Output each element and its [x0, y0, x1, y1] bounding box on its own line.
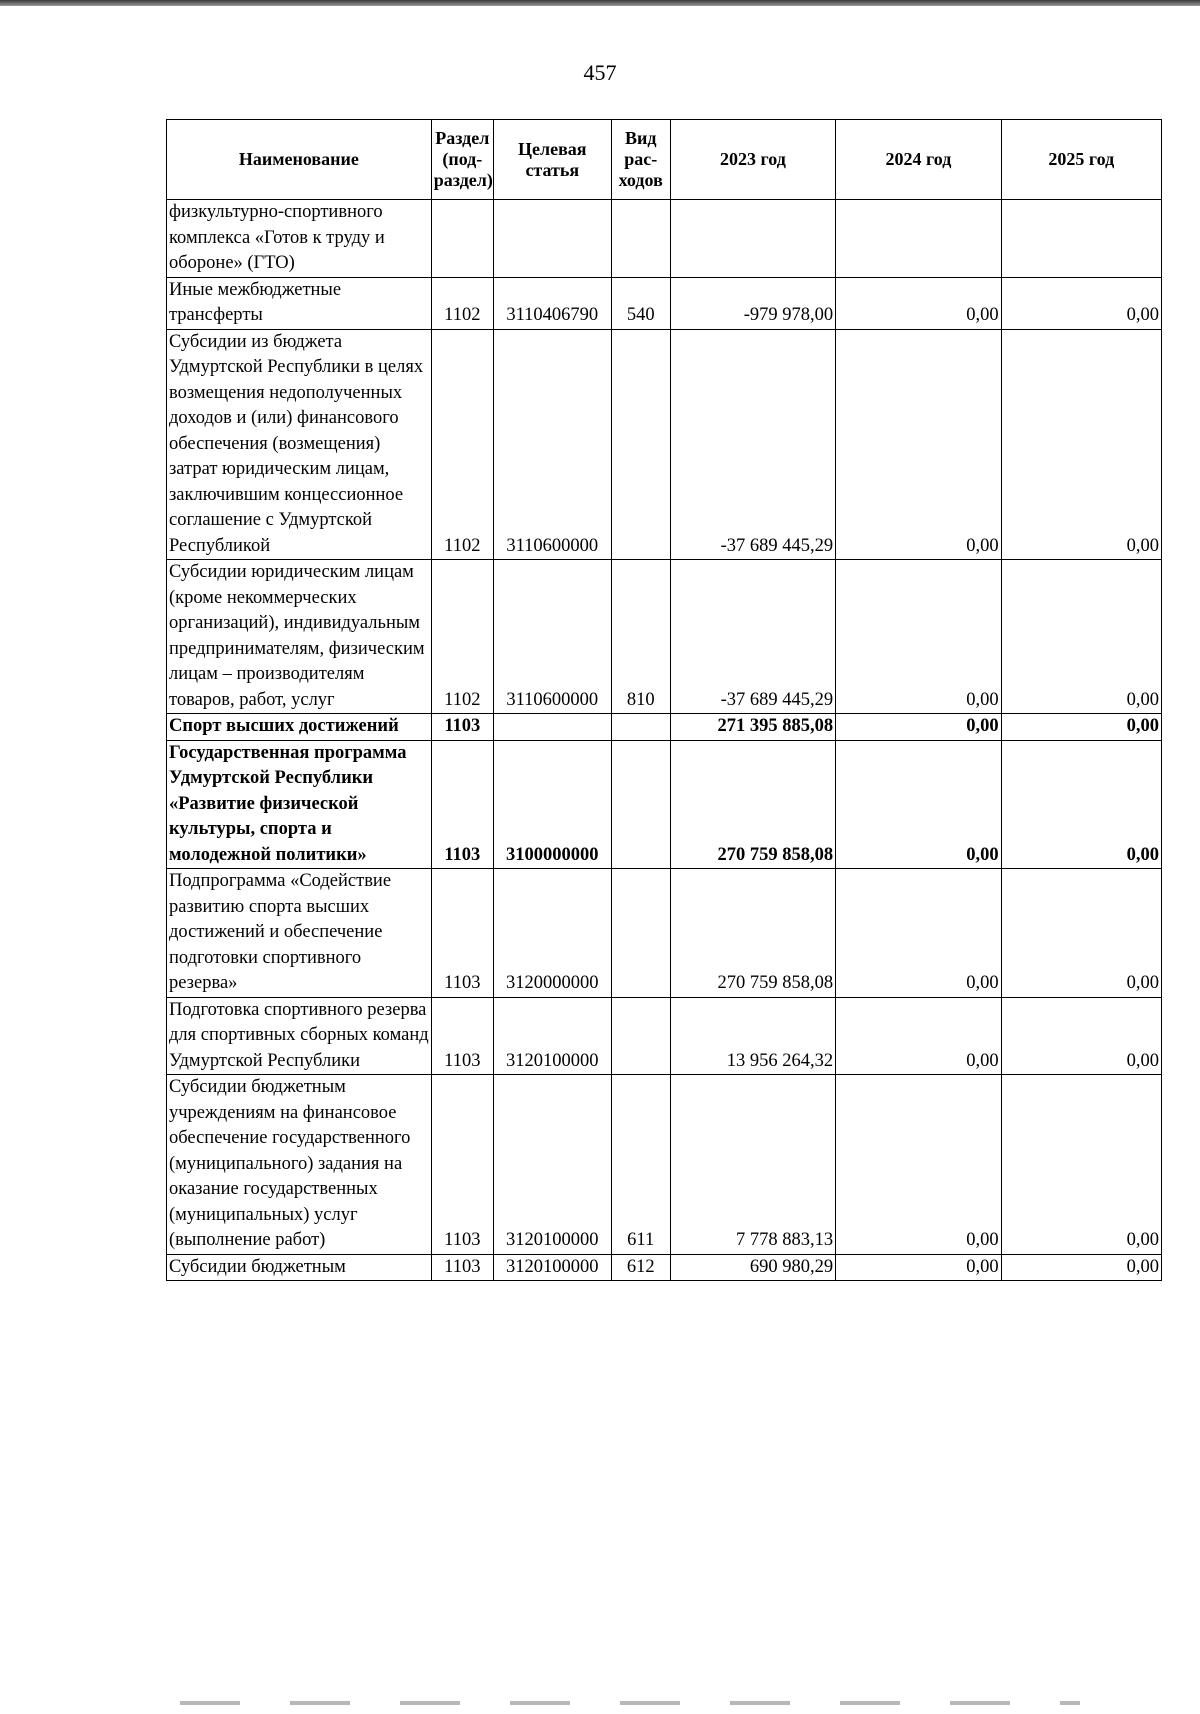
header-row — [167, 120, 1162, 200]
header-section: Раздел (под-раздел) — [431, 120, 493, 200]
cell-y2025: 0,00 — [1001, 1075, 1161, 1255]
budget-table — [166, 119, 1162, 1281]
cell-section: 1103 — [431, 1075, 493, 1255]
cell-target: 3100000000 — [493, 740, 611, 869]
cell-y2024: 0,00 — [836, 277, 1001, 329]
cell-y2024: 0,00 — [836, 997, 1001, 1075]
cell-kind: 540 — [611, 277, 670, 329]
cell-name: Субсидии бюджетным — [167, 1254, 432, 1281]
cell-y2025: 0,00 — [1001, 1254, 1161, 1281]
cell-target: 3120100000 — [493, 997, 611, 1075]
cell-y2023: 690 980,29 — [670, 1254, 835, 1281]
table-row — [167, 200, 1162, 278]
top-scan-edge — [0, 0, 1200, 6]
table-row — [167, 997, 1162, 1075]
cell-y2024: 0,00 — [836, 329, 1001, 560]
cell-y2025: 0,00 — [1001, 997, 1161, 1075]
cell-name: физкультурно-спортивного комплекса «Готов к труду и обороне» (ГТО) — [167, 200, 432, 278]
cell-kind: 611 — [611, 1075, 670, 1255]
cell-y2024: 0,00 — [836, 1075, 1001, 1255]
cell-section: 1102 — [431, 329, 493, 560]
cell-kind — [611, 200, 670, 278]
cell-target: 3110600000 — [493, 329, 611, 560]
table-row — [167, 1254, 1162, 1281]
cell-target — [493, 200, 611, 278]
cell-y2024: 0,00 — [836, 740, 1001, 869]
cell-target: 3110600000 — [493, 560, 611, 714]
cell-y2023: 270 759 858,08 — [670, 869, 835, 998]
cell-y2024 — [836, 200, 1001, 278]
table-row — [167, 1075, 1162, 1255]
header-2025: 2025 год — [1001, 120, 1161, 200]
cell-y2025: 0,00 — [1001, 277, 1161, 329]
cell-section: 1103 — [431, 997, 493, 1075]
cell-y2025: 0,00 — [1001, 329, 1161, 560]
header-name: Наименование — [167, 120, 432, 200]
cell-name: Субсидии бюджетным учреждениям на финансовое обеспечение государственного (муниципального) задания на оказание государственных (муниципальных) услуг (выполнение работ) — [167, 1075, 432, 1255]
cell-name: Субсидии из бюджета Удмуртской Республики в целях возмещения недополученных доходов и (или) финансового обеспечения (возмещения) затрат юридическим лицам, заключившим концессионное соглашение с Удмуртской Республикой — [167, 329, 432, 560]
cell-kind: 810 — [611, 560, 670, 714]
cell-section: 1102 — [431, 277, 493, 329]
cell-kind — [611, 714, 670, 741]
cell-section: 1103 — [431, 869, 493, 998]
cell-name: Подпрограмма «Содействие развитию спорта высших достижений и обеспечение подготовки спортивного резерва» — [167, 869, 432, 998]
cell-y2024: 0,00 — [836, 1254, 1001, 1281]
cell-y2023: -37 689 445,29 — [670, 560, 835, 714]
cell-y2025: 0,00 — [1001, 714, 1161, 741]
table-row — [167, 560, 1162, 714]
cell-kind: 612 — [611, 1254, 670, 1281]
cell-y2024: 0,00 — [836, 714, 1001, 741]
header-2024: 2024 год — [836, 120, 1001, 200]
cell-y2023 — [670, 200, 835, 278]
cell-target — [493, 714, 611, 741]
cell-y2023: 271 395 885,08 — [670, 714, 835, 741]
cell-y2025 — [1001, 200, 1161, 278]
header-target: Целевая статья — [493, 120, 611, 200]
table-row — [167, 277, 1162, 329]
table-row — [167, 869, 1162, 998]
cell-target: 3120000000 — [493, 869, 611, 998]
bottom-scan-edge — [180, 1701, 1080, 1705]
cell-kind — [611, 329, 670, 560]
cell-target: 3120100000 — [493, 1075, 611, 1255]
table-row — [167, 714, 1162, 741]
cell-y2023: 270 759 858,08 — [670, 740, 835, 869]
cell-name: Подготовка спортивного резерва для спортивных сборных команд Удмуртской Республики — [167, 997, 432, 1075]
cell-target: 3110406790 — [493, 277, 611, 329]
table-body — [167, 200, 1162, 1281]
cell-y2023: -37 689 445,29 — [670, 329, 835, 560]
cell-section: 1103 — [431, 1254, 493, 1281]
cell-kind — [611, 997, 670, 1075]
table-row — [167, 740, 1162, 869]
cell-section: 1103 — [431, 740, 493, 869]
cell-section: 1102 — [431, 560, 493, 714]
header-2023: 2023 год — [670, 120, 835, 200]
cell-y2024: 0,00 — [836, 560, 1001, 714]
page-number: 457 — [583, 60, 617, 85]
cell-name: Субсидии юридическим лицам (кроме некоммерческих организаций), индивидуальным предпринимателям, физическим лицам – производителям товаров, работ, услуг — [167, 560, 432, 714]
cell-y2023: 13 956 264,32 — [670, 997, 835, 1075]
cell-name: Государственная программа Удмуртской Республики «Развитие физической культуры, спорта и молодежной политики» — [167, 740, 432, 869]
cell-name: Спорт высших достижений — [167, 714, 432, 741]
cell-y2023: 7 778 883,13 — [670, 1075, 835, 1255]
cell-kind — [611, 869, 670, 998]
table-row — [167, 329, 1162, 560]
header-kind: Вид рас-ходов — [611, 120, 670, 200]
cell-section: 1103 — [431, 714, 493, 741]
cell-y2025: 0,00 — [1001, 740, 1161, 869]
cell-name: Иные межбюджетные трансферты — [167, 277, 432, 329]
cell-y2023: -979 978,00 — [670, 277, 835, 329]
cell-y2025: 0,00 — [1001, 869, 1161, 998]
cell-section — [431, 200, 493, 278]
cell-y2025: 0,00 — [1001, 560, 1161, 714]
cell-target: 3120100000 — [493, 1254, 611, 1281]
cell-y2024: 0,00 — [836, 869, 1001, 998]
cell-kind — [611, 740, 670, 869]
